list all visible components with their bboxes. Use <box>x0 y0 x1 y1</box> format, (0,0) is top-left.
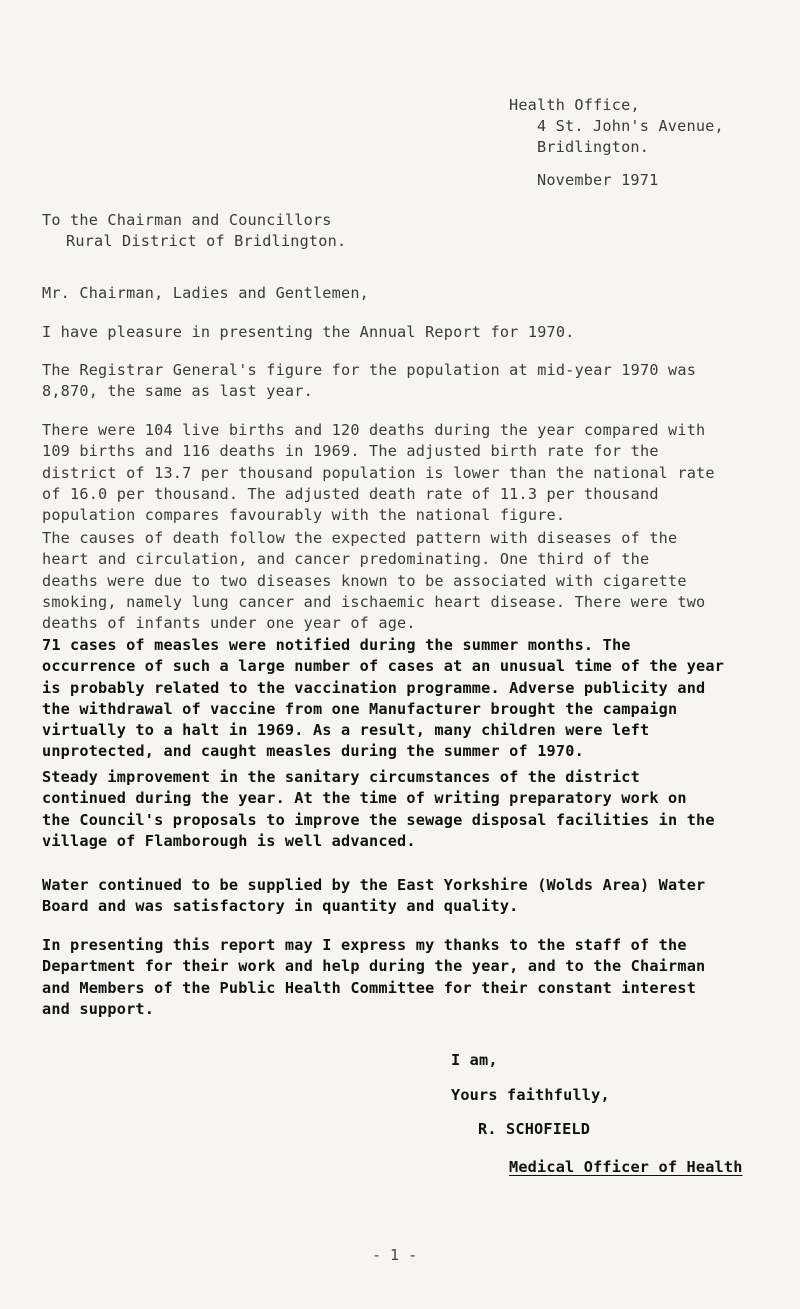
closing-i-am: I am, <box>451 1051 498 1069</box>
paragraph-measles: 71 cases of measles were notified during the summer months. The occurrence of such a large number of cases at an unusual time of the year is probably related to the vaccination programme. Adverse publicity and the withdrawal of vaccine from one Manufacturer brought the campaign virtually to a halt in 1969. As a result, many children were left unprotected, and caught measles during the summer of 1970. <box>42 636 725 761</box>
letter-date: November 1971 <box>537 171 659 189</box>
recipient-line-2: Rural District of Bridlington. <box>66 232 347 250</box>
paragraph-intro: I have pleasure in presenting the Annual Report for 1970. <box>42 323 575 341</box>
paragraph-births-deaths: There were 104 live births and 120 deaths during the year compared with 109 births and 116 deaths in 1969. The adjusted birth rate for the district of 13.7 per thousand population is lower than the national rate of 16.0 per thousand. The adjusted death rate of 11.3 per thousand population compares favourably with the national figure. <box>42 421 715 525</box>
address-line-2: 4 St. John's Avenue, <box>537 117 724 135</box>
paragraph-water: Water continued to be supplied by the East Yorkshire (Wolds Area) Water Board and was satisfactory in quantity and quality. <box>42 876 706 916</box>
page-number: - 1 - <box>372 1246 418 1264</box>
salutation: Mr. Chairman, Ladies and Gentlemen, <box>42 284 370 302</box>
paragraph-thanks: In presenting this report may I express my thanks to the staff of the Department for their work and help during the year, and to the Chairman and Members of the Public Health Committee for their constant interest and support. <box>42 936 706 1018</box>
recipient-line-1: To the Chairman and Councillors <box>42 211 332 229</box>
address-line-1: Health Office, <box>509 96 640 114</box>
signature-name: R. SCHOFIELD <box>478 1120 591 1138</box>
address-line-3: Bridlington. <box>537 138 650 156</box>
paragraph-population: The Registrar General's figure for the population at mid-year 1970 was 8,870, the same as last year. <box>42 361 697 401</box>
signature-title: Medical Officer of Health <box>509 1158 743 1176</box>
paragraph-causes-of-death: The causes of death follow the expected pattern with diseases of the heart and circulation, and cancer predominating. One third of the deaths were due to two diseases known to be associated with cigarette smoking, namely lung cancer and ischaemic heart disease. There were two deaths of infants under one year of age. <box>42 529 706 633</box>
closing-yours-faithfully: Yours faithfully, <box>451 1086 610 1104</box>
paragraph-sanitary: Steady improvement in the sanitary circumstances of the district continued during the year. At the time of writing preparatory work on the Council's proposals to improve the sewage disposal facilities in the village of Flamborough is well advanced. <box>42 768 715 850</box>
